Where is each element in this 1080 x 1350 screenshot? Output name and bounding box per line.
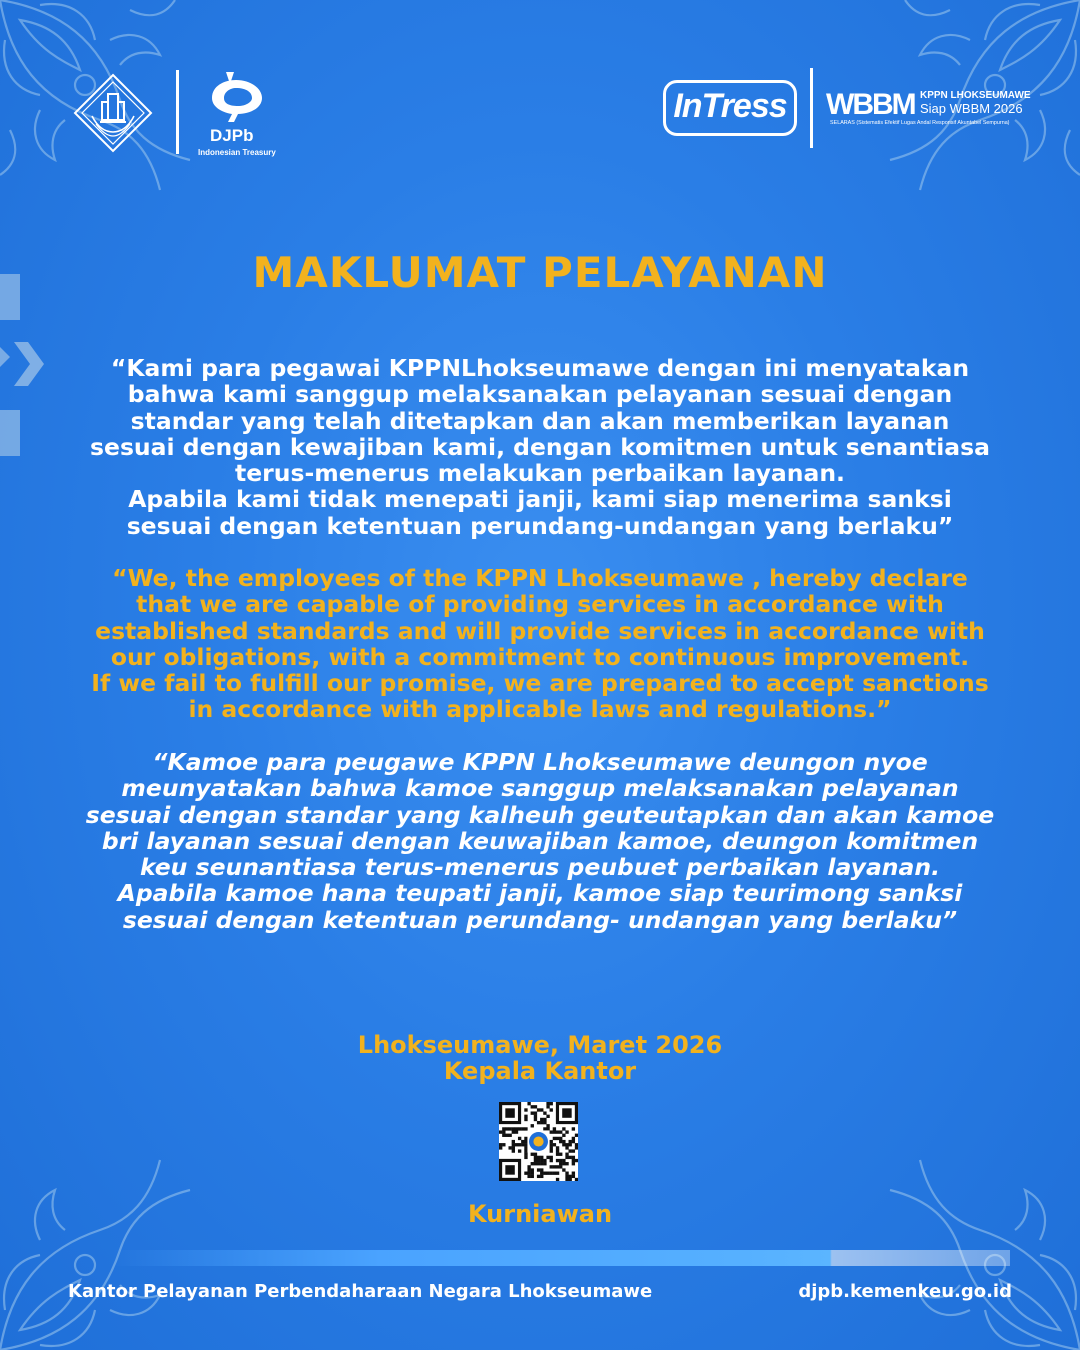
wbbm-logo-selaras: SELARAS (Sistematis Efektif Lugas Andal Responsif Akuntabel Sempurna): [830, 120, 1010, 126]
declaration-line: bri layanan sesuai dengan keuwajiban kamoe, deungon komitmen: [101, 826, 979, 855]
corner-ornament-bottom-left: [0, 1140, 210, 1350]
djpb-logo-subtitle: Indonesian Treasury: [198, 148, 276, 157]
declaration-indonesian: [40, 355, 1040, 539]
declaration-line: established standards and will provide services in accordance with: [95, 616, 985, 645]
djpb-logo-text: DJPb: [210, 126, 254, 145]
declaration-line: sesuai dengan kewajiban kami, dengan komitmen untuk senantiasa: [90, 432, 990, 461]
declaration-line: Apabila kami tidak menepati janji, kami siap menerima sanksi: [128, 485, 952, 514]
declaration-line: meunyatakan bahwa kamoe sanggup melaksanakan pelayanan: [121, 774, 959, 803]
signature-place-date: Lhokseumawe, Maret 2026: [357, 1031, 723, 1059]
footer-bar: [110, 1250, 1010, 1266]
declaration-acehnese: [40, 749, 1040, 933]
header-divider-right: [810, 68, 813, 148]
declaration-line: sesuai dengan ketentuan perundang-undangan yang berlaku”: [126, 511, 954, 540]
declaration-english: [40, 565, 1040, 723]
wbbm-logo: [826, 88, 1036, 128]
declaration-line: keu seunantiasa terus-menerus peubuet perbaikan layanan.: [139, 853, 941, 882]
corner-ornament-bottom-right: [870, 1140, 1080, 1350]
djpb-logo: [198, 68, 278, 158]
wbbm-logo-office: KPPN LHOKSEUMAWE: [920, 90, 1031, 101]
declaration-line: that we are capable of providing services in accordance with: [136, 590, 944, 619]
header: [0, 60, 1080, 170]
intress-logo: [663, 80, 797, 136]
intress-logo-text: InTress: [673, 87, 787, 125]
declaration-line: sesuai dengan standar yang kalheuh geuteutapkan dan akan kamoe: [85, 800, 995, 829]
declaration-line: sesuai dengan ketentuan perundang- undangan yang berlaku”: [122, 905, 958, 934]
footer-office-name: Kantor Pelayanan Perbendaharaan Negara Lhokseumawe: [68, 1281, 653, 1302]
declaration-line: If we fail to fulfill our promise, we are prepared to accept sanctions: [91, 669, 989, 698]
declaration-line: standar yang telah ditetapkan dan akan memberikan layanan: [130, 406, 950, 435]
djpb-mark-icon: [204, 68, 268, 124]
signature-name: Kurniawan: [467, 1200, 613, 1228]
declaration-line: Apabila kamoe hana teupati janji, kamoe siap teurimong sanksi: [117, 879, 963, 908]
signature-role: Kepala Kantor: [443, 1057, 637, 1085]
kemenkeu-logo: [72, 72, 154, 154]
declaration-line: “Kamoe para peugawe KPPN Lhokseumawe deungon nyoe: [152, 748, 928, 776]
declaration-line: “Kami para pegawai KPPNLhokseumawe dengan ini menyatakan: [110, 354, 970, 382]
wbbm-logo-tagline: Siap WBBM 2026: [920, 101, 1023, 116]
header-divider-left: [176, 70, 179, 154]
signature-qr-code: [499, 1102, 578, 1181]
wbbm-logo-text: WBBM: [826, 88, 915, 121]
declaration-line: bahwa kami sanggup melaksanakan pelayanan sesuai dengan: [127, 380, 953, 409]
declaration-line: in accordance with applicable laws and regulations.”: [188, 695, 892, 724]
declaration-line: terus-menerus melakukan perbaikan layanan.: [234, 459, 845, 488]
footer-website: djpb.kemenkeu.go.id: [798, 1281, 1012, 1302]
page-title: MAKLUMAT PELAYANAN: [252, 248, 828, 297]
declaration-line: our obligations, with a commitment to continuous improvement.: [110, 642, 970, 671]
declaration-line: “We, the employees of the KPPN Lhokseumawe , hereby declare: [112, 564, 968, 592]
